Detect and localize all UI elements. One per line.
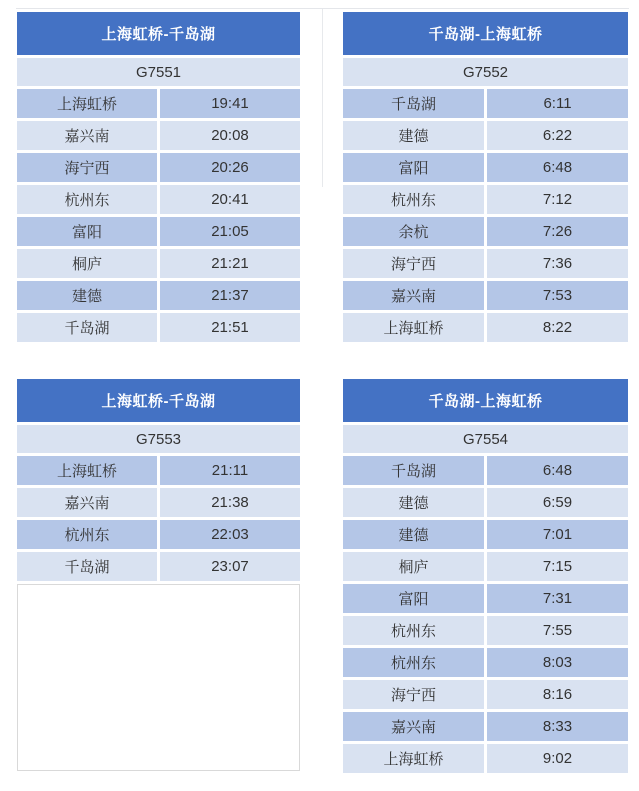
table-row	[17, 552, 300, 581]
station-cell: 富阳	[343, 153, 484, 182]
train-number-row: G7551	[17, 58, 300, 86]
station-cell: 嘉兴南	[343, 712, 484, 741]
station-cell: 建德	[343, 121, 484, 150]
time-cell: 8:22	[487, 313, 628, 342]
station-cell: 千岛湖	[17, 313, 157, 342]
table-row	[343, 121, 628, 150]
station-cell: 上海虹桥	[343, 313, 484, 342]
time-cell: 7:15	[487, 552, 628, 581]
time-cell: 21:37	[160, 281, 300, 310]
station-cell: 杭州东	[17, 520, 157, 549]
train-number-row: G7552	[343, 58, 628, 86]
time-cell: 7:31	[487, 584, 628, 613]
time-cell: 21:05	[160, 217, 300, 246]
time-cell: 6:11	[487, 89, 628, 118]
table-row	[343, 488, 628, 517]
train-number-row: G7554	[343, 425, 628, 453]
station-cell: 杭州东	[343, 648, 484, 677]
table-row	[343, 249, 628, 278]
table-row	[343, 616, 628, 645]
station-cell: 千岛湖	[343, 456, 484, 485]
time-cell: 19:41	[160, 89, 300, 118]
station-cell: 桐庐	[343, 552, 484, 581]
time-cell: 6:48	[487, 153, 628, 182]
station-cell: 桐庐	[17, 249, 157, 278]
station-cell: 上海虹桥	[17, 89, 157, 118]
station-cell: 嘉兴南	[343, 281, 484, 310]
station-cell: 嘉兴南	[17, 121, 157, 150]
station-cell: 余杭	[343, 217, 484, 246]
time-cell: 9:02	[487, 744, 628, 773]
table-row	[17, 313, 300, 342]
stops-list	[343, 89, 628, 342]
timetable-g7551	[17, 12, 300, 345]
station-cell: 富阳	[17, 217, 157, 246]
time-cell: 21:21	[160, 249, 300, 278]
station-cell: 海宁西	[17, 153, 157, 182]
route-header: 上海虹桥-千岛湖	[17, 12, 300, 55]
table-row	[343, 712, 628, 741]
table-row	[17, 121, 300, 150]
table-row	[343, 552, 628, 581]
timetable-g7553	[17, 379, 300, 771]
table-row	[343, 680, 628, 709]
time-cell: 7:36	[487, 249, 628, 278]
stops-list	[17, 456, 300, 581]
time-cell: 20:26	[160, 153, 300, 182]
time-cell: 8:16	[487, 680, 628, 709]
time-cell: 21:51	[160, 313, 300, 342]
station-cell: 杭州东	[343, 616, 484, 645]
station-cell: 建德	[17, 281, 157, 310]
table-row	[343, 153, 628, 182]
station-cell: 海宁西	[343, 249, 484, 278]
station-cell: 建德	[343, 488, 484, 517]
timetable-g7554	[343, 379, 628, 776]
station-cell: 上海虹桥	[343, 744, 484, 773]
time-cell: 6:48	[487, 456, 628, 485]
train-number-row: G7553	[17, 425, 300, 453]
station-cell: 海宁西	[343, 680, 484, 709]
time-cell: 8:33	[487, 712, 628, 741]
table-row	[343, 648, 628, 677]
time-cell: 23:07	[160, 552, 300, 581]
table-row	[17, 89, 300, 118]
route-header: 千岛湖-上海虹桥	[343, 379, 628, 422]
time-cell: 6:22	[487, 121, 628, 150]
table-row	[343, 185, 628, 214]
station-cell: 嘉兴南	[17, 488, 157, 517]
time-cell: 7:55	[487, 616, 628, 645]
stops-list	[343, 456, 628, 773]
table-row	[17, 153, 300, 182]
route-header: 上海虹桥-千岛湖	[17, 379, 300, 422]
stops-list	[17, 89, 300, 342]
route-header: 千岛湖-上海虹桥	[343, 12, 628, 55]
table-row	[17, 249, 300, 278]
time-cell: 22:03	[160, 520, 300, 549]
station-cell: 千岛湖	[343, 89, 484, 118]
table-row	[343, 456, 628, 485]
table-row	[17, 281, 300, 310]
table-row	[343, 584, 628, 613]
table-row	[17, 488, 300, 517]
table-row	[343, 281, 628, 310]
gridline-vertical	[322, 9, 323, 187]
table-row	[17, 520, 300, 549]
station-cell: 富阳	[343, 584, 484, 613]
time-cell: 21:11	[160, 456, 300, 485]
empty-table-area	[17, 584, 300, 771]
table-row	[17, 456, 300, 485]
table-row	[343, 313, 628, 342]
time-cell: 8:03	[487, 648, 628, 677]
time-cell: 7:01	[487, 520, 628, 549]
station-cell: 建德	[343, 520, 484, 549]
station-cell: 上海虹桥	[17, 456, 157, 485]
table-row	[17, 217, 300, 246]
station-cell: 杭州东	[343, 185, 484, 214]
station-cell: 千岛湖	[17, 552, 157, 581]
time-cell: 21:38	[160, 488, 300, 517]
time-cell: 7:12	[487, 185, 628, 214]
table-row	[343, 744, 628, 773]
table-row	[343, 89, 628, 118]
time-cell: 20:41	[160, 185, 300, 214]
table-row	[343, 217, 628, 246]
time-cell: 7:26	[487, 217, 628, 246]
station-cell: 杭州东	[17, 185, 157, 214]
time-cell: 6:59	[487, 488, 628, 517]
table-row	[17, 185, 300, 214]
time-cell: 7:53	[487, 281, 628, 310]
time-cell: 20:08	[160, 121, 300, 150]
table-row	[343, 520, 628, 549]
timetable-g7552	[343, 12, 628, 345]
